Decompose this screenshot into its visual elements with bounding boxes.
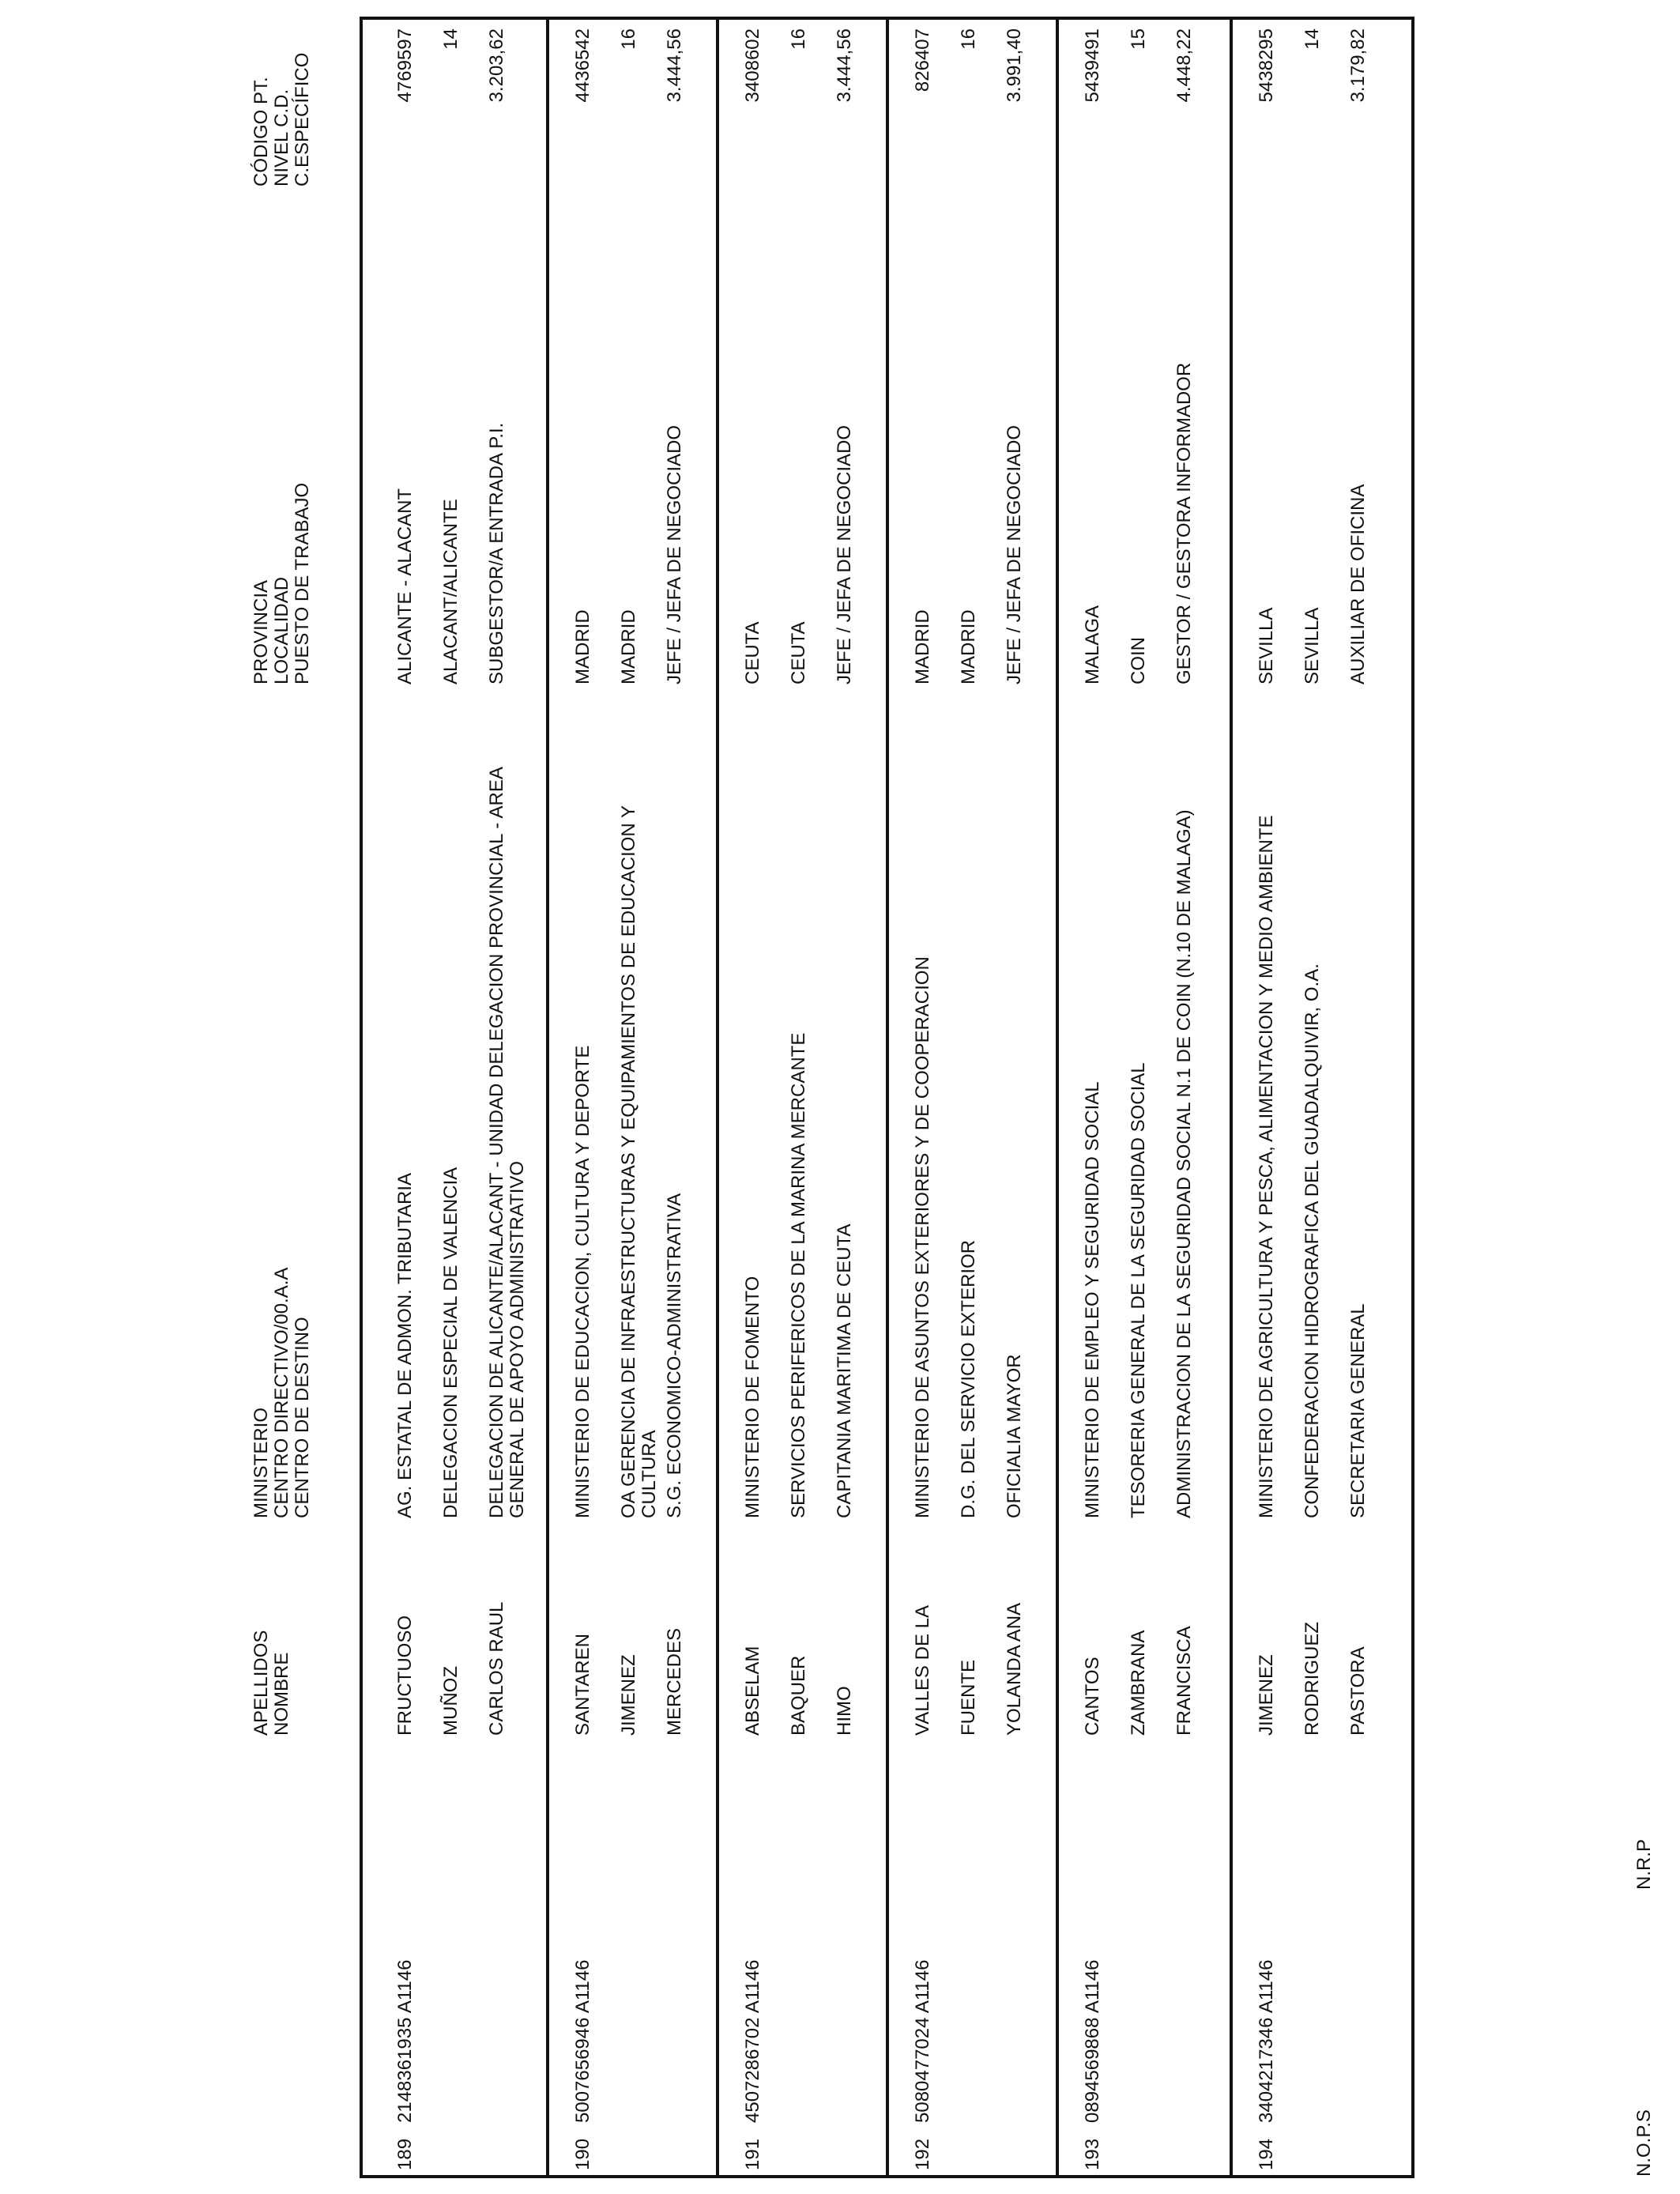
row-ministerio: AG. ESTATAL DE ADMON. TRIBUTARIA <box>394 1173 416 1518</box>
row-apellido2: BAQUER <box>788 1655 809 1736</box>
row-separator <box>716 17 719 2178</box>
row-centro-destino: ADMINISTRACION DE LA SEGURIDAD SOCIAL N.1 DE COIN (N.10 DE MALAGA) <box>1173 809 1195 1518</box>
header-codigo: CÓDIGO PT. <box>250 77 272 187</box>
row-nops: 191 <box>742 2138 763 2170</box>
row-apellido2: RODRIGUEZ <box>1301 1622 1323 1736</box>
row-centro-directivo: D.G. DEL SERVICIO EXTERIOR <box>958 1239 979 1518</box>
row-apellido1: SANTAREN <box>572 1634 593 1736</box>
row-codigo: 4436542 <box>572 28 593 103</box>
row-ministerio: MINISTERIO DE EMPLEO Y SEGURIDAD SOCIAL <box>1082 1081 1103 1518</box>
row-nrp: 4507286702 A1146 <box>742 1959 763 2123</box>
row-centro-directivo: TESORERIA GENERAL DE LA SEGURIDAD SOCIAL <box>1128 1062 1149 1518</box>
header-centro-destino: CENTRO DE DESTINO <box>292 1317 313 1518</box>
row-especifico: 3.444,56 <box>834 28 855 103</box>
row-nivel: 16 <box>618 28 639 50</box>
row-nombre: HIMO <box>834 1686 855 1736</box>
row-ministerio: MINISTERIO DE FOMENTO <box>742 1276 763 1518</box>
row-provincia: CEUTA <box>742 621 763 684</box>
row-nops: 194 <box>1256 2138 1277 2170</box>
row-centro-directivo: OA GERENCIA DE INFRAESTRUCTURAS Y EQUIPAMIENTOS DE EDUCACION Y CULTURA <box>618 805 660 1518</box>
header-nivel: NIVEL C.D. <box>271 89 292 187</box>
row-especifico: 3.991,40 <box>1004 28 1025 103</box>
row-separator <box>886 17 889 2178</box>
row-nops: 192 <box>912 2138 933 2170</box>
row-nombre: YOLANDA ANA <box>1004 1602 1025 1736</box>
header-nops: N.O.P.S <box>1633 2109 1655 2177</box>
row-localidad: ALACANT/ALICANTE <box>440 499 461 684</box>
row-nrp: 0894569868 A1146 <box>1082 1959 1103 2123</box>
row-provincia: ALICANTE - ALACANT <box>394 488 416 684</box>
row-nombre: MERCEDES <box>664 1627 685 1736</box>
row-nrp: 3404217346 A1146 <box>1256 1959 1277 2123</box>
row-centro-destino: S.G. ECONOMICO-ADMINISTRATIVA <box>664 1193 685 1518</box>
row-localidad: SEVILLA <box>1301 607 1323 684</box>
row-apellido2: FUENTE <box>958 1660 979 1736</box>
row-codigo: 5439491 <box>1082 28 1103 103</box>
row-localidad: CEUTA <box>788 621 809 684</box>
row-nrp: 5007656946 A1146 <box>572 1959 593 2123</box>
row-centro-destino: CAPITANIA MARITIMA DE CEUTA <box>834 1223 855 1518</box>
row-centro-directivo: CONFEDERACION HIDROGRAFICA DEL GUADALQUIVIR, O.A. <box>1301 963 1323 1518</box>
row-puesto: SUBGESTOR/A ENTRADA P.I. <box>486 422 507 684</box>
row-codigo: 5438295 <box>1256 28 1277 103</box>
row-nrp: 5080477024 A1146 <box>912 1959 933 2123</box>
header-apellidos: APELLIDOS <box>250 1630 272 1736</box>
header-provincia: PROVINCIA <box>250 579 272 684</box>
header-puesto: PUESTO DE TRABAJO <box>292 482 313 684</box>
row-puesto: JEFE / JEFA DE NEGOCIADO <box>834 424 855 684</box>
row-codigo: 3408602 <box>742 28 763 103</box>
header-nrp: N.R.P <box>1633 1838 1655 1890</box>
row-puesto: JEFE / JEFA DE NEGOCIADO <box>664 424 685 684</box>
row-nombre: PASTORA <box>1347 1646 1369 1736</box>
row-localidad: MADRID <box>618 609 639 684</box>
row-localidad: MADRID <box>958 609 979 684</box>
row-nops: 190 <box>572 2138 593 2170</box>
row-nivel: 16 <box>788 28 809 50</box>
row-especifico: 3.203,62 <box>486 28 507 103</box>
row-especifico: 4.448,22 <box>1173 28 1195 103</box>
row-apellido2: JIMENEZ <box>618 1654 639 1736</box>
row-provincia: MADRID <box>912 609 933 684</box>
row-apellido1: FRUCTUOSO <box>394 1615 416 1736</box>
row-puesto: JEFE / JEFA DE NEGOCIADO <box>1004 424 1025 684</box>
row-ministerio: MINISTERIO DE ASUNTOS EXTERIORES Y DE COOPERACION <box>912 956 933 1518</box>
row-codigo: 826407 <box>912 28 933 92</box>
row-apellido2: ZAMBRANA <box>1128 1630 1149 1736</box>
row-nombre: FRANCISCA <box>1173 1626 1195 1736</box>
row-nivel: 16 <box>958 28 979 50</box>
row-centro-directivo: DELEGACION ESPECIAL DE VALENCIA <box>440 1167 461 1518</box>
row-ministerio: MINISTERIO DE AGRICULTURA Y PESCA, ALIMENTACION Y MEDIO AMBIENTE <box>1256 815 1277 1518</box>
row-localidad: COIN <box>1128 637 1149 684</box>
row-apellido2: MUÑOZ <box>440 1666 461 1736</box>
header-nombre: NOMBRE <box>271 1652 292 1736</box>
header-ministerio: MINISTERIO <box>250 1407 272 1518</box>
row-provincia: MADRID <box>572 609 593 684</box>
row-nivel: 14 <box>440 28 461 50</box>
row-puesto: AUXILIAR DE OFICINA <box>1347 484 1369 684</box>
row-ministerio: MINISTERIO DE EDUCACION, CULTURA Y DEPORTE <box>572 1045 593 1518</box>
row-puesto: GESTOR / GESTORA INFORMADOR <box>1173 362 1195 684</box>
row-centro-destino: DELEGACION DE ALICANTE/ALACANT - UNIDAD DELEGACION PROVINCIAL - AREA GENERAL DE APOYO ADMINISTRATIVO <box>486 767 528 1518</box>
row-especifico: 3.444,56 <box>664 28 685 103</box>
row-apellido1: CANTOS <box>1082 1657 1103 1736</box>
row-centro-directivo: SERVICIOS PERIFERICOS DE LA MARINA MERCANTE <box>788 1032 809 1518</box>
row-centro-destino: SECRETARIA GENERAL <box>1347 1303 1369 1518</box>
header-localidad: LOCALIDAD <box>271 576 292 684</box>
row-apellido1: VALLES DE LA <box>912 1605 933 1736</box>
row-apellido1: JIMENEZ <box>1256 1654 1277 1736</box>
row-separator <box>1230 17 1233 2178</box>
row-codigo: 4769597 <box>394 28 416 103</box>
header-centro-directivo: CENTRO DIRECTIVO/00.A.A <box>271 1267 292 1518</box>
row-especifico: 3.179,82 <box>1347 28 1369 103</box>
row-separator <box>546 17 549 2178</box>
row-nivel: 15 <box>1128 28 1149 50</box>
row-provincia: SEVILLA <box>1256 607 1277 684</box>
row-separator <box>1056 17 1059 2178</box>
row-nops: 189 <box>394 2138 416 2170</box>
row-provincia: MALAGA <box>1082 605 1103 684</box>
row-centro-destino: OFICIALIA MAYOR <box>1004 1354 1025 1518</box>
row-nrp: 2148361935 A1146 <box>394 1959 416 2123</box>
row-apellido1: ABSELAM <box>742 1646 763 1736</box>
header-especifico: C.ESPECÍFICO <box>292 52 313 187</box>
row-nivel: 14 <box>1301 28 1323 50</box>
row-nops: 193 <box>1082 2138 1103 2170</box>
row-nombre: CARLOS RAUL <box>486 1601 507 1736</box>
